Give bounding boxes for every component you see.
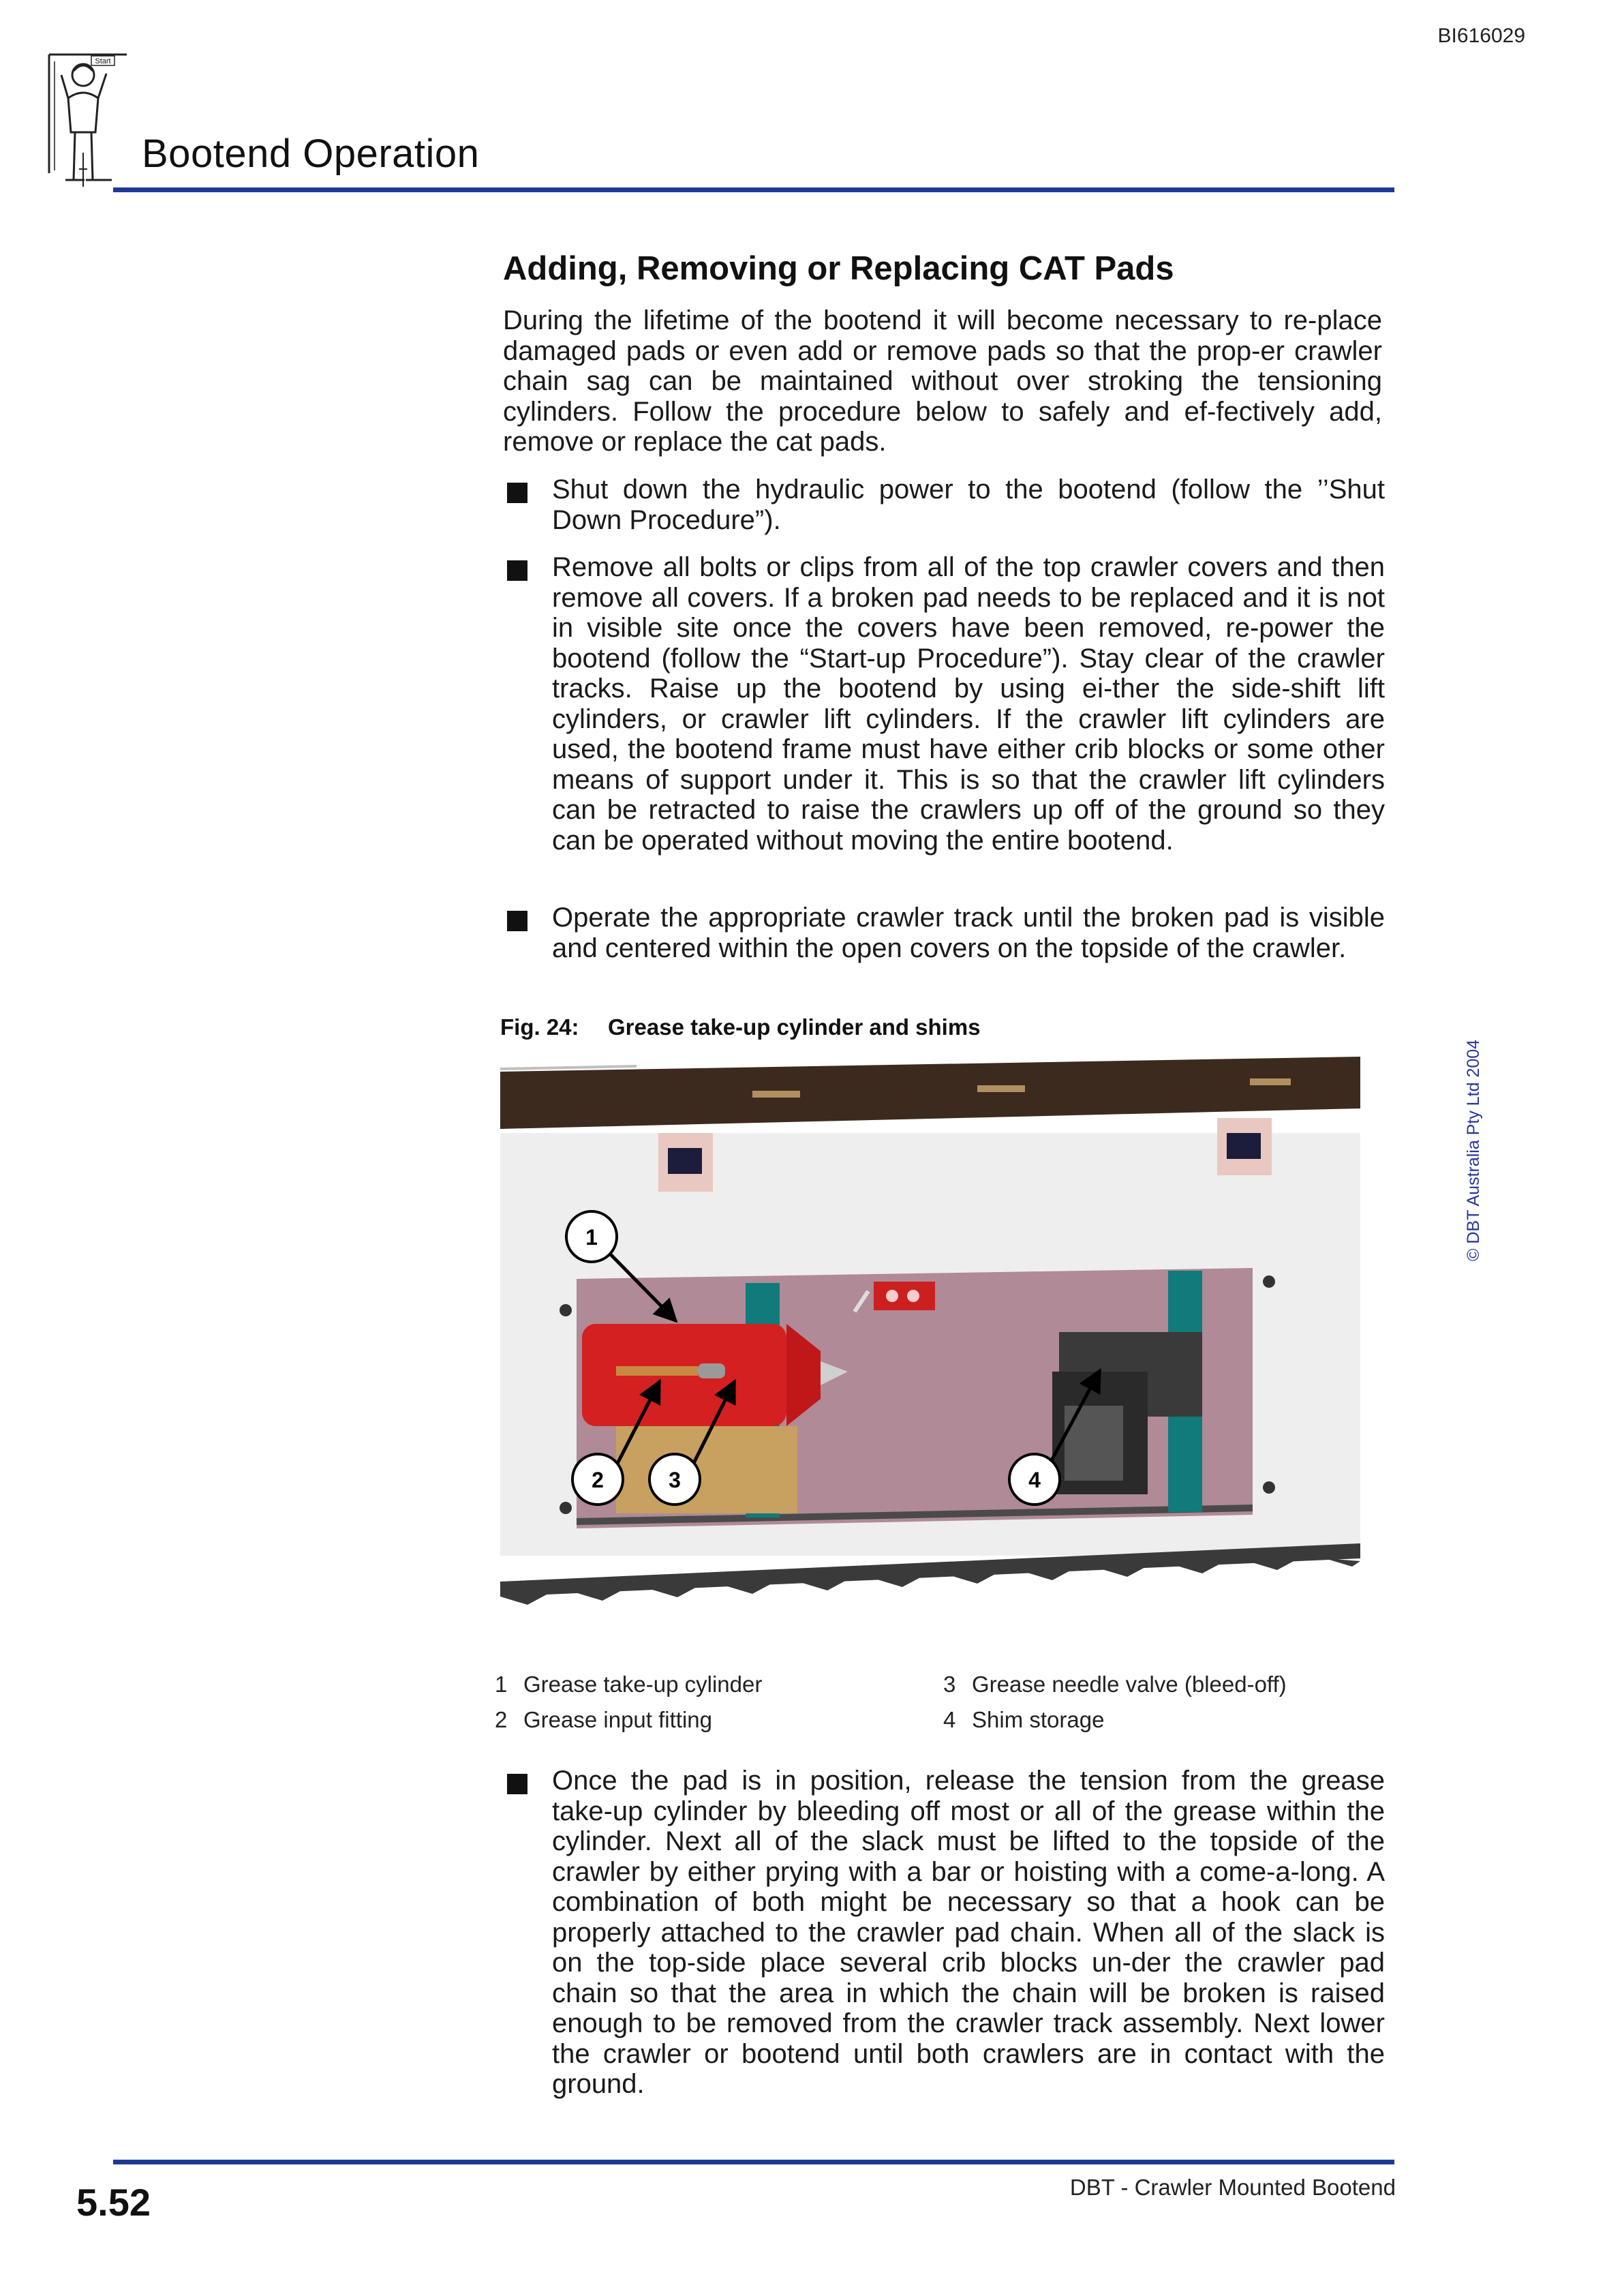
- bullet-marker: [507, 1774, 527, 1794]
- document-code: BI616029: [1437, 25, 1525, 47]
- callout-1: [566, 1211, 617, 1262]
- callout-2: [572, 1454, 623, 1505]
- intro-paragraph: During the lifetime of the bootend it will become necessary to re-place damaged pads or even add or remove pads so that the prop-er crawler chain sag can be maintained without over stroking the tensioning cylinders. Follow the procedure below to safely and ef-fectively add, remove or replace the cat pads.: [503, 305, 1382, 457]
- step-text: Once the pad is in position, release the tension from the grease take-up cylinder by bleeding off most or all of the grease within the cylinder. Next all of the slack must be lifted to the topside of the crawler by either prying with a bar or hoisting with a come-a-long. A combination of both might be necessary so that a hook can be properly attached to the crawler pad chain. When all of the slack is on the top-side place several crib blocks un-der the crawler pad chain so that the area in which the chain will be broken is raised enough to be removed from the crawler track assembly. Next lower the crawler or bootend until both crawlers are in contact with the ground.: [552, 1766, 1385, 2099]
- legend-item: 3 Grease needle valve (bleed-off): [943, 1672, 1287, 1697]
- legend-item: 1 Grease take-up cylinder: [495, 1672, 763, 1697]
- svg-text:1: 1: [585, 1225, 598, 1250]
- step-text: Remove all bolts or clips from all of the top crawler covers and then remove all covers. If a broken pad needs to be replaced and it is not in visible site once the covers have been removed, re-power the bootend (follow the “Start-up Procedure”). Stay clear of the crawler tracks. Raise up the bootend by using ei-ther the side-shift lift cylinders, or crawler lift cylinders. If the crawler lift cylinders are used, the bootend frame must have either crib blocks or some other means of support under it. This is so that the crawler lift cylinders can be retracted to raise the crawlers up off of the ground so they can be operated without moving the entire bootend.: [552, 552, 1385, 856]
- header-rule: [113, 187, 1394, 192]
- legend-item: 2 Grease input fitting: [495, 1707, 712, 1732]
- bullet-marker: [507, 560, 527, 581]
- start-operator-icon: [46, 50, 142, 187]
- bullet-marker: [507, 911, 527, 931]
- figure-title: Grease take-up cylinder and shims: [608, 1014, 981, 1040]
- figure-number: Fig. 24:: [500, 1014, 579, 1040]
- svg-text:2: 2: [592, 1468, 604, 1492]
- step-text: Shut down the hydraulic power to the bootend (follow the ’’Shut Down Procedure”).: [552, 474, 1385, 535]
- figure-caption: [500, 1014, 981, 1040]
- grease-cylinder-figure: [500, 1051, 1360, 1629]
- footer-title: DBT - Crawler Mounted Bootend: [1069, 2175, 1396, 2200]
- callout-4: [1009, 1454, 1060, 1505]
- svg-text:3: 3: [669, 1468, 681, 1492]
- page-heading: Adding, Removing or Replacing CAT Pads: [503, 250, 1174, 287]
- callout-3: [649, 1454, 700, 1505]
- legend-item: 4 Shim storage: [943, 1707, 1105, 1732]
- side-copyright: © DBT Australia Pty Ltd 2004: [1464, 1039, 1483, 1261]
- bullet-marker: [507, 483, 527, 503]
- step-text: Operate the appropriate crawler track until the broken pad is visible and centered within the open covers on the topside of the crawler.: [552, 903, 1385, 963]
- page-number: 5.52: [76, 2181, 151, 2224]
- svg-text:4: 4: [1028, 1468, 1041, 1492]
- section-title: Bootend Operation: [142, 132, 480, 176]
- footer-rule: [113, 2160, 1394, 2164]
- logo-label: Start: [95, 57, 111, 65]
